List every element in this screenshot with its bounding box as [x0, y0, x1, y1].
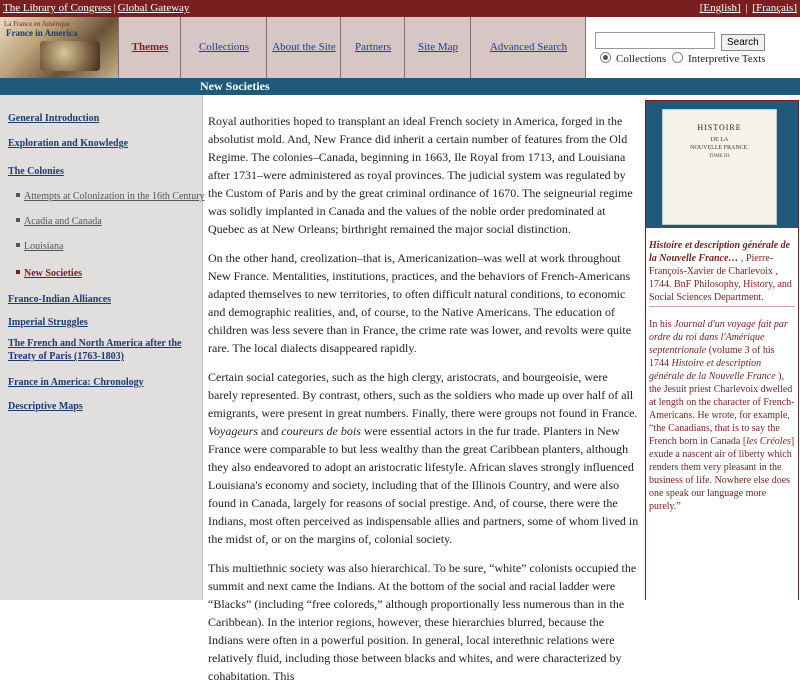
- logo-line-french: La France en Amérique: [4, 20, 70, 28]
- nav-about-link[interactable]: About the Site: [272, 41, 336, 53]
- top-links-left: [3, 2, 189, 14]
- sidebar-item-exploration[interactable]: Exploration and Knowledge: [8, 138, 129, 149]
- nav-advanced-search-link[interactable]: Advanced Search: [489, 41, 568, 53]
- language-links: [700, 2, 797, 14]
- sidebar-item-chronology[interactable]: France in America: Chronology: [8, 377, 144, 388]
- caption-rest: , Pierre-François-Xavier de Charlevoix , 1744. BnF Philosophy, History, and Social Sciences Department.: [649, 253, 792, 303]
- radio-interpretive-label: Interpretive Texts: [688, 53, 766, 65]
- paragraph-3: [208, 368, 640, 548]
- quote-c: (volume 3 of his 1744: [649, 345, 775, 369]
- sidebar-item-franco-indian[interactable]: Franco-Indian Alliances: [8, 294, 112, 305]
- p3-coureurs: coureurs de bois: [281, 424, 361, 438]
- paragraph-1: Royal authorities hoped to transplant an ideal French society in America, forged in the absolutist mold. And, New France did inherit a certain number of features from the Old Regime. The colonies–Canada, beginning in 1663, Ile Royal from 1713, and Louisiana after 1731–were administered as royal provinces. The judicial system was regulated by the Custom of Paris and by the great criminal ordinance of 1670. The seigneurial regime was solidly implanted in Canada and the values of the noble order predominated at Quebec as at New Orleans; birthright remained the major social distinction.: [208, 114, 633, 236]
- sidebar-subitem-louisiana[interactable]: [16, 241, 63, 253]
- sidebar-item-imperial[interactable]: Imperial Struggles: [8, 317, 88, 328]
- nav-partners[interactable]: [340, 17, 405, 78]
- logo-illustration: [40, 41, 100, 71]
- nav-themes-link[interactable]: Themes: [131, 41, 169, 53]
- book-heading-4: TOME III.: [708, 154, 731, 159]
- p3-part-c: were essential actors in the fur trade. Planters in New France were comparable to but less wealthy than the great Caribbean planters, although they also endeavored to adopt an aristocratic lifestyle. African slaves strongly influenced Louisiana's economy and society, including that of the Illinois Country, and were also found in Canada, largely for reasons of social prestige. And, of course, there were the Indians, most often perceived as indispensable allies and partners, some of whom lived in the midst of, or on the margins of, colonial society.: [208, 424, 639, 546]
- francais-link[interactable]: [Français]: [752, 2, 797, 14]
- sidebar-subitem-new-societies-label: New Societies: [24, 268, 83, 279]
- search-input[interactable]: [595, 32, 715, 49]
- quote-f: les Créoles: [746, 436, 791, 447]
- quote-b: Journal d'un voyage fait par ordre du roi dans l'Amérique septentrionale: [649, 319, 788, 356]
- p3-voyageurs: Voyageurs: [208, 424, 258, 438]
- search-panel: [585, 17, 800, 78]
- search-button[interactable]: Search: [721, 34, 765, 51]
- radio-interpretive-texts[interactable]: [672, 52, 766, 65]
- language-separator: |: [745, 2, 748, 14]
- paragraph-2: On the other hand, creolization–that is, Americanization–was well at work throughout New France. Mentalities, institutions, practices, and the behaviors of French-Americans adapted themselves to new territories, to often difficult natural conditions, to economic and demographic realities, and, of course, to the Native Americans. The education of children was less severe than in France, the crime rate was lower, and revolts were quite rare. The local dialects disappeared rapidly.: [208, 251, 632, 355]
- radio-collections-label: Collections: [616, 53, 667, 65]
- quote-d: Histoire et description générale de la Nouvelle France: [649, 358, 776, 382]
- box-divider: [649, 306, 795, 307]
- nav-collections[interactable]: [180, 17, 267, 78]
- nav-partners-link[interactable]: Partners: [354, 41, 392, 53]
- main-navigation: [0, 17, 800, 78]
- sidebar-subitem-new-societies[interactable]: [16, 268, 82, 280]
- sidebar-item-maps[interactable]: Descriptive Maps: [8, 401, 83, 412]
- nav-collections-link[interactable]: Collections: [198, 41, 250, 53]
- france-in-america-logo[interactable]: [0, 17, 118, 78]
- book-title-page[interactable]: [662, 109, 777, 225]
- article-body: [208, 112, 640, 696]
- library-of-congress-link[interactable]: The Library of Congress: [3, 2, 112, 14]
- quote-g: ] exude a nascent air of liberty which renders them very pleasant in the business of life. Nowhere else does one speak our language more purely.”: [649, 436, 795, 512]
- top-separator: |: [113, 2, 116, 14]
- sidebar-item-french-na-line1[interactable]: The French and North America after the: [8, 338, 182, 349]
- sidebar-item-colonies[interactable]: The Colonies: [8, 166, 64, 177]
- nav-themes[interactable]: [118, 17, 181, 78]
- bullet-icon: [16, 270, 20, 274]
- book-heading-1: HISTOIRE: [697, 123, 742, 132]
- featured-item-box: [645, 100, 799, 600]
- nav-advanced-search[interactable]: [470, 17, 586, 78]
- caption-title[interactable]: Histoire et description générale de la Nouvelle France…: [649, 240, 791, 264]
- charlevoix-quote: [649, 318, 795, 513]
- sidebar-subitem-attempts-label: Attempts at Colonization in the 16th Century: [24, 191, 205, 202]
- english-link[interactable]: [English]: [699, 2, 741, 14]
- p3-part-a: Certain social categories, such as the high clergy, aristocrats, and bourgeoisie, were barely represented. By contrast, others, such as the soldiers who made up over half of all emigrants, were present in great numbers. Finally, there were groups not found in France.: [208, 370, 638, 420]
- radio-collections[interactable]: [600, 52, 666, 65]
- book-heading-3: NOUVELLE FRANCE.: [690, 145, 749, 151]
- image-caption: [649, 239, 795, 304]
- bullet-icon: [16, 243, 20, 247]
- sidebar: [0, 95, 203, 600]
- quote-a: In his: [649, 319, 674, 330]
- global-gateway-link[interactable]: Global Gateway: [117, 2, 190, 14]
- bullet-icon: [16, 193, 20, 197]
- quote-e: ), the Jesuit priest Charlevoix dwelled at length on the character of French-Americans. He wrote, for example, “the Canadians, that is to say the French born in Canada [: [649, 371, 795, 447]
- sidebar-subitem-louisiana-label: Louisiana: [24, 241, 64, 252]
- bullet-icon: [16, 218, 20, 222]
- nav-about[interactable]: [266, 17, 341, 78]
- top-utility-bar: [0, 0, 800, 17]
- paragraph-4: This multiethnic society was also hierarchical. To be sure, “white” colonists occupied the summit and next came the Indians. At the bottom of the social and racial ladder were “Blacks” (including “free coloreds,” although proportionally less numerous than in the Caribbean). In the interior regions, however, these hierarchies blurred, because the Indians were often in a powerful position. In general, local interethnic relations were relatively fluid, including those between blacks and whites, and were characterized by cohabitation. This: [208, 561, 637, 683]
- sidebar-subitem-attempts[interactable]: [16, 191, 205, 203]
- sidebar-item-general-introduction[interactable]: General Introduction: [8, 113, 100, 124]
- nav-sitemap-link[interactable]: Site Map: [417, 41, 459, 53]
- nav-sitemap[interactable]: [404, 17, 471, 78]
- sidebar-subitem-acadia[interactable]: [16, 216, 102, 228]
- section-title-bar: [0, 78, 800, 95]
- sidebar-item-french-na-line2[interactable]: Treaty of Paris (1763-1803): [8, 351, 124, 362]
- book-heading-2: DE LA: [710, 137, 729, 143]
- book-image[interactable]: [646, 101, 798, 228]
- p3-part-b: and: [258, 424, 282, 438]
- sidebar-subitem-acadia-label: Acadia and Canada: [24, 216, 102, 227]
- radio-button-icon[interactable]: [672, 52, 683, 63]
- page-title: New Societies: [200, 79, 270, 93]
- radio-button-icon[interactable]: [600, 52, 611, 63]
- logo-line-english: France in America: [6, 28, 78, 38]
